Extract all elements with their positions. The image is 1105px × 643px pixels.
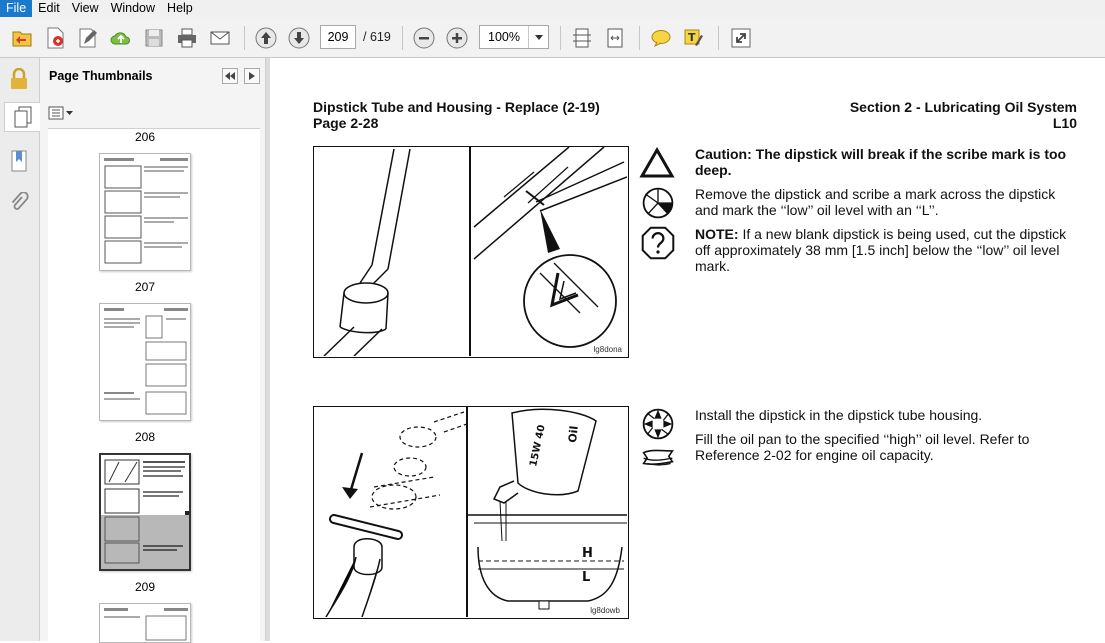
document-view[interactable] bbox=[270, 58, 1105, 641]
engine-model: L10 bbox=[1052, 115, 1077, 131]
figure-dipstick-scribe bbox=[313, 146, 629, 358]
page-number: Page 2-28 bbox=[313, 115, 379, 131]
previous-page-icon[interactable] bbox=[253, 25, 279, 51]
fit-width-icon[interactable] bbox=[602, 25, 628, 51]
highlight-text-icon[interactable] bbox=[681, 25, 707, 51]
svg-text:T: T bbox=[688, 31, 696, 44]
fit-page-icon[interactable] bbox=[569, 25, 595, 51]
install-dipstick-icon bbox=[640, 406, 676, 442]
next-page-icon[interactable] bbox=[286, 25, 312, 51]
page-header-right bbox=[850, 99, 1077, 131]
page-total: / 619 bbox=[363, 30, 391, 44]
menu-window[interactable]: Window bbox=[110, 1, 156, 15]
open-icon[interactable] bbox=[9, 25, 35, 51]
thumbnail-options-button[interactable] bbox=[48, 104, 76, 122]
toolbar bbox=[0, 17, 1105, 58]
remove-dipstick-icon bbox=[640, 185, 676, 221]
thumbnail-page-210[interactable] bbox=[99, 603, 191, 643]
zoom-in-icon[interactable] bbox=[444, 25, 470, 51]
note-question-icon bbox=[640, 225, 676, 261]
oil-brand-label: 15W 40 bbox=[528, 423, 548, 468]
edit-icon[interactable] bbox=[75, 25, 101, 51]
cloud-upload-icon[interactable] bbox=[108, 25, 134, 51]
panel-title: Page Thumbnails bbox=[49, 69, 153, 83]
lock-icon[interactable] bbox=[4, 64, 34, 94]
chevron-down-icon[interactable] bbox=[528, 26, 548, 48]
page-number-input[interactable]: 209 bbox=[320, 25, 356, 49]
bookmark-icon[interactable] bbox=[4, 146, 34, 176]
thumbnail-page-209[interactable] bbox=[99, 453, 191, 571]
menu-edit[interactable]: Edit bbox=[38, 1, 60, 15]
step-remove-text: Remove the dipstick and scribe a mark across the dipstick and mark the ‘‘low’’ oil level with an ‘‘L’’. bbox=[695, 186, 1056, 218]
step-fill-text: Fill the oil pan to the specified ‘‘high’’ oil level. Refer to Reference 2-02 for engine oil capacity. bbox=[695, 431, 1030, 463]
zoom-select[interactable] bbox=[479, 25, 549, 49]
menu-file[interactable]: File bbox=[0, 0, 32, 17]
thumbnails-panel bbox=[40, 58, 266, 641]
page-thumbnails-icon[interactable] bbox=[4, 102, 41, 132]
figure-1-caption: lg8dona bbox=[593, 345, 622, 354]
oil-bottle-label: Oil bbox=[566, 425, 581, 444]
caution-triangle-icon bbox=[639, 146, 675, 182]
note-text bbox=[695, 226, 1079, 274]
comment-icon[interactable] bbox=[648, 25, 674, 51]
attachment-icon[interactable] bbox=[4, 188, 34, 218]
expand-panel-icon[interactable] bbox=[244, 68, 260, 84]
caution-bold-text: Caution: The dipstick will break if the scribe mark is too deep. bbox=[695, 146, 1067, 178]
menu-bar bbox=[0, 0, 1105, 17]
print-icon[interactable] bbox=[174, 25, 200, 51]
section-title: Dipstick Tube and Housing - Replace (2-19) bbox=[313, 99, 600, 115]
thumbnail-list[interactable] bbox=[48, 128, 260, 641]
navigation-rail bbox=[0, 58, 40, 641]
fill-oil-icon bbox=[640, 444, 676, 474]
step-install-text: Install the dipstick in the dipstick tube housing. bbox=[695, 407, 983, 423]
menu-help[interactable]: Help bbox=[167, 1, 193, 15]
thumbnail-label-209: 209 bbox=[134, 580, 156, 594]
menu-view[interactable]: View bbox=[71, 1, 99, 15]
thumbnail-page-208[interactable] bbox=[99, 303, 191, 421]
figure-2-caption: lg8dowb bbox=[590, 606, 620, 615]
note-body: If a new blank dipstick is being used, cut the dipstick off approximately 38 mm [1.5 inch] below the ‘‘low’’ oil level mark. bbox=[695, 226, 1067, 274]
thumbnail-label-206: 206 bbox=[134, 130, 156, 144]
expand-icon[interactable] bbox=[728, 25, 754, 51]
email-icon[interactable] bbox=[207, 25, 233, 51]
thumbnail-page-207[interactable] bbox=[99, 153, 191, 271]
create-pdf-icon[interactable] bbox=[42, 25, 68, 51]
page-header-left bbox=[313, 99, 600, 131]
note-label: NOTE: bbox=[695, 226, 739, 242]
section-name: Section 2 - Lubricating Oil System bbox=[849, 99, 1077, 115]
save-icon[interactable] bbox=[141, 25, 167, 51]
zoom-value: 100% bbox=[488, 30, 520, 44]
low-mark-label: L bbox=[582, 570, 591, 585]
collapse-panel-icon[interactable] bbox=[222, 68, 238, 84]
thumbnail-label-208: 208 bbox=[134, 430, 156, 444]
zoom-out-icon[interactable] bbox=[411, 25, 437, 51]
caution-text bbox=[695, 146, 1079, 178]
figure-install-fill bbox=[313, 406, 629, 619]
thumbnail-label-207: 207 bbox=[134, 280, 156, 294]
high-mark-label: H bbox=[582, 546, 593, 561]
